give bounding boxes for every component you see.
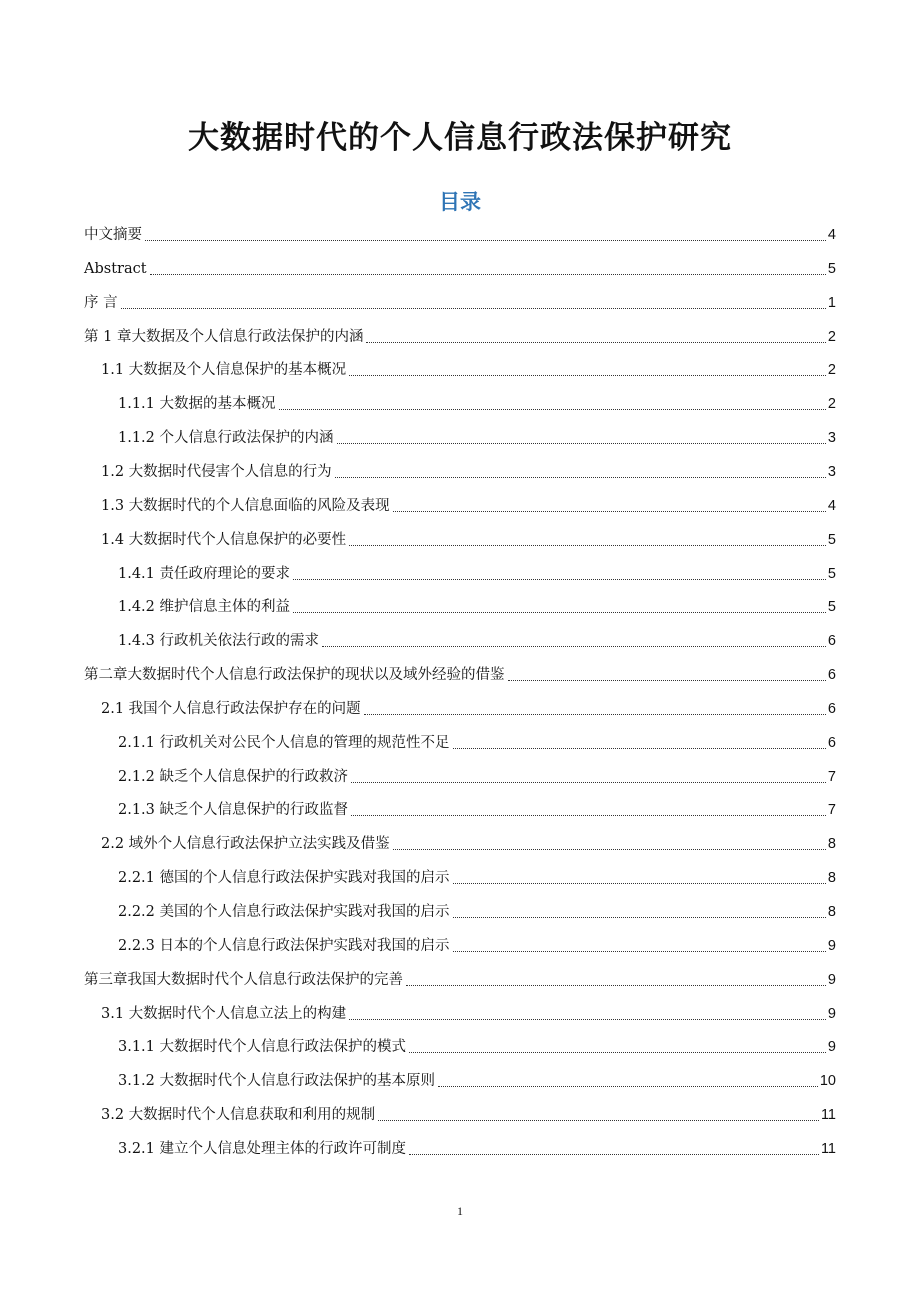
toc-entry-label: 3.1 大数据时代个人信息立法上的构建 bbox=[101, 1005, 347, 1022]
toc-entry-label: 2.1.1 行政机关对公民个人信息的管理的规范性不足 bbox=[118, 734, 450, 751]
page-number: 1 bbox=[457, 1204, 463, 1218]
toc-dot-leader bbox=[438, 1086, 818, 1087]
toc-entry-page-number: 3 bbox=[827, 430, 836, 447]
toc-dot-leader bbox=[378, 1120, 819, 1121]
toc-entry-page-number: 7 bbox=[827, 768, 836, 785]
toc-entry-page-number: 6 bbox=[827, 734, 836, 751]
toc-entry[interactable] bbox=[118, 935, 836, 957]
toc-dot-leader bbox=[364, 714, 826, 715]
toc-dot-leader bbox=[406, 985, 826, 986]
toc-entry[interactable] bbox=[101, 1104, 836, 1126]
toc-entry-label: 1.4 大数据时代个人信息保护的必要性 bbox=[101, 531, 347, 548]
toc-entry-label: 2.2.3 日本的个人信息行政法保护实践对我国的启示 bbox=[118, 937, 450, 954]
toc-entry-label: 3.1.1 大数据时代个人信息行政法保护的模式 bbox=[118, 1039, 407, 1056]
toc-dot-leader bbox=[121, 308, 826, 309]
toc-entry-label: 1.4.2 维护信息主体的利益 bbox=[118, 599, 291, 616]
toc-entry-label: 1.1.1 大数据的基本概况 bbox=[118, 396, 276, 413]
toc-entry-page-number: 6 bbox=[827, 700, 836, 717]
toc-entry-page-number: 6 bbox=[827, 633, 836, 650]
toc-entry-page-number: 5 bbox=[827, 531, 836, 548]
toc-entry[interactable] bbox=[84, 224, 836, 246]
toc-entry-label: 2.1.3 缺乏个人信息保护的行政监督 bbox=[118, 802, 349, 819]
toc-entry[interactable] bbox=[84, 664, 836, 686]
toc-entry[interactable] bbox=[118, 596, 836, 618]
toc-entry-page-number: 9 bbox=[827, 1039, 836, 1056]
toc-entry[interactable] bbox=[101, 461, 836, 483]
toc-entry-label: Abstract bbox=[84, 260, 147, 277]
toc-entry[interactable] bbox=[101, 833, 836, 855]
toc-entry-label: 第二章大数据时代个人信息行政法保护的现状以及域外经验的借鉴 bbox=[84, 667, 505, 684]
toc-entry-label: 第三章我国大数据时代个人信息行政法保护的完善 bbox=[84, 971, 403, 988]
toc-entry[interactable] bbox=[118, 867, 836, 889]
toc-entry-label: 2.1 我国个人信息行政法保护存在的问题 bbox=[101, 700, 361, 717]
toc-entry-page-number: 9 bbox=[827, 1005, 836, 1022]
toc-dot-leader bbox=[508, 680, 826, 681]
toc-dot-leader bbox=[351, 815, 826, 816]
toc-dot-leader bbox=[322, 646, 826, 647]
toc-dot-leader bbox=[409, 1052, 826, 1053]
toc-entry[interactable] bbox=[118, 766, 836, 788]
toc-dot-leader bbox=[351, 782, 826, 783]
toc-entry-label: 序 言 bbox=[84, 294, 118, 311]
toc-entry[interactable] bbox=[101, 698, 836, 720]
toc-entry[interactable] bbox=[84, 969, 836, 991]
toc-entry-page-number: 9 bbox=[827, 937, 836, 954]
toc-entry-page-number: 3 bbox=[827, 463, 836, 480]
toc-dot-leader bbox=[349, 1019, 826, 1020]
toc-entry-page-number: 2 bbox=[827, 396, 836, 413]
toc-dot-leader bbox=[293, 579, 826, 580]
toc-entry[interactable] bbox=[101, 529, 836, 551]
toc-entry-page-number: 2 bbox=[827, 328, 836, 345]
toc-entry[interactable] bbox=[118, 732, 836, 754]
toc-entry[interactable] bbox=[101, 1003, 836, 1025]
toc-dot-leader bbox=[337, 443, 826, 444]
toc-entry-label: 2.1.2 缺乏个人信息保护的行政救济 bbox=[118, 768, 349, 785]
toc-dot-leader bbox=[349, 545, 826, 546]
toc-entry-page-number: 4 bbox=[827, 497, 836, 514]
toc-entry-page-number: 9 bbox=[827, 971, 836, 988]
toc-entry[interactable] bbox=[118, 1036, 836, 1058]
toc-dot-leader bbox=[453, 748, 826, 749]
toc-entry-label: 1.1.2 个人信息行政法保护的内涵 bbox=[118, 430, 334, 447]
toc-dot-leader bbox=[335, 477, 826, 478]
toc-entry[interactable] bbox=[118, 630, 836, 652]
toc-entry-label: 2.2 域外个人信息行政法保护立法实践及借鉴 bbox=[101, 836, 390, 853]
toc-dot-leader bbox=[349, 375, 826, 376]
toc-entry[interactable] bbox=[84, 258, 836, 280]
toc-entry[interactable] bbox=[84, 292, 836, 314]
toc-entry-page-number: 8 bbox=[827, 904, 836, 920]
toc-entry-page-number: 11 bbox=[820, 1107, 836, 1124]
toc-entry-label: 3.2.1 建立个人信息处理主体的行政许可制度 bbox=[118, 1140, 407, 1157]
toc-heading: 目录 bbox=[439, 190, 481, 214]
toc-entry-label: 3.2 大数据时代个人信息获取和利用的规制 bbox=[101, 1107, 376, 1124]
toc-entry-page-number: 5 bbox=[827, 260, 836, 277]
toc-entry-label: 第 1 章大数据及个人信息行政法保护的内涵 bbox=[84, 328, 364, 345]
toc-entry-label: 2.2.2 美国的个人信息行政法保护实践对我国的启示 bbox=[118, 904, 450, 920]
toc-entry[interactable] bbox=[118, 799, 836, 821]
toc-entry-page-number: 5 bbox=[827, 599, 836, 616]
toc-entry[interactable] bbox=[118, 901, 836, 923]
toc-entry[interactable] bbox=[101, 495, 836, 517]
toc-entry-label: 1.1 大数据及个人信息保护的基本概况 bbox=[101, 362, 347, 379]
toc-entry-label: 3.1.2 大数据时代个人信息行政法保护的基本原则 bbox=[118, 1073, 436, 1090]
toc-dot-leader bbox=[279, 409, 826, 410]
toc-entry-page-number: 4 bbox=[827, 227, 836, 243]
toc-entry[interactable] bbox=[118, 1138, 836, 1160]
toc-entry-label: 1.4.3 行政机关依法行政的需求 bbox=[118, 633, 320, 650]
toc-dot-leader bbox=[409, 1154, 819, 1155]
toc-entry-page-number: 7 bbox=[827, 802, 836, 819]
toc-entry[interactable] bbox=[118, 393, 836, 415]
toc-entry-label: 1.3 大数据时代的个人信息面临的风险及表现 bbox=[101, 497, 390, 514]
toc-dot-leader bbox=[393, 511, 826, 512]
toc-entry-page-number: 6 bbox=[827, 667, 836, 684]
toc-entry-page-number: 1 bbox=[827, 294, 836, 311]
toc-entry[interactable] bbox=[118, 427, 836, 449]
toc-entry-label: 中文摘要 bbox=[84, 227, 142, 243]
toc-entry-page-number: 8 bbox=[827, 836, 836, 853]
toc-dot-leader bbox=[453, 951, 826, 952]
toc-entry-page-number: 2 bbox=[827, 362, 836, 379]
toc-dot-leader bbox=[150, 274, 826, 275]
toc-dot-leader bbox=[293, 612, 826, 613]
toc-entry-label: 1.4.1 责任政府理论的要求 bbox=[118, 565, 291, 582]
toc-entry[interactable] bbox=[101, 359, 836, 381]
toc-entry-page-number: 10 bbox=[819, 1073, 836, 1090]
toc-entry-label: 2.2.1 德国的个人信息行政法保护实践对我国的启示 bbox=[118, 870, 450, 887]
toc-entry-page-number: 8 bbox=[827, 870, 836, 887]
toc-entry-label: 1.2 大数据时代侵害个人信息的行为 bbox=[101, 463, 332, 480]
toc-dot-leader bbox=[453, 883, 826, 884]
toc-entry-page-number: 5 bbox=[827, 565, 836, 582]
toc-entry[interactable] bbox=[118, 563, 836, 585]
toc-entry[interactable] bbox=[118, 1070, 836, 1092]
toc-dot-leader bbox=[393, 849, 826, 850]
toc-entry-page-number: 11 bbox=[820, 1140, 836, 1157]
toc-dot-leader bbox=[366, 342, 825, 343]
document-title: 大数据时代的个人信息行政法保护研究 bbox=[188, 120, 732, 156]
toc-dot-leader bbox=[145, 240, 826, 241]
toc-entry[interactable] bbox=[84, 326, 836, 348]
toc-dot-leader bbox=[453, 917, 826, 918]
